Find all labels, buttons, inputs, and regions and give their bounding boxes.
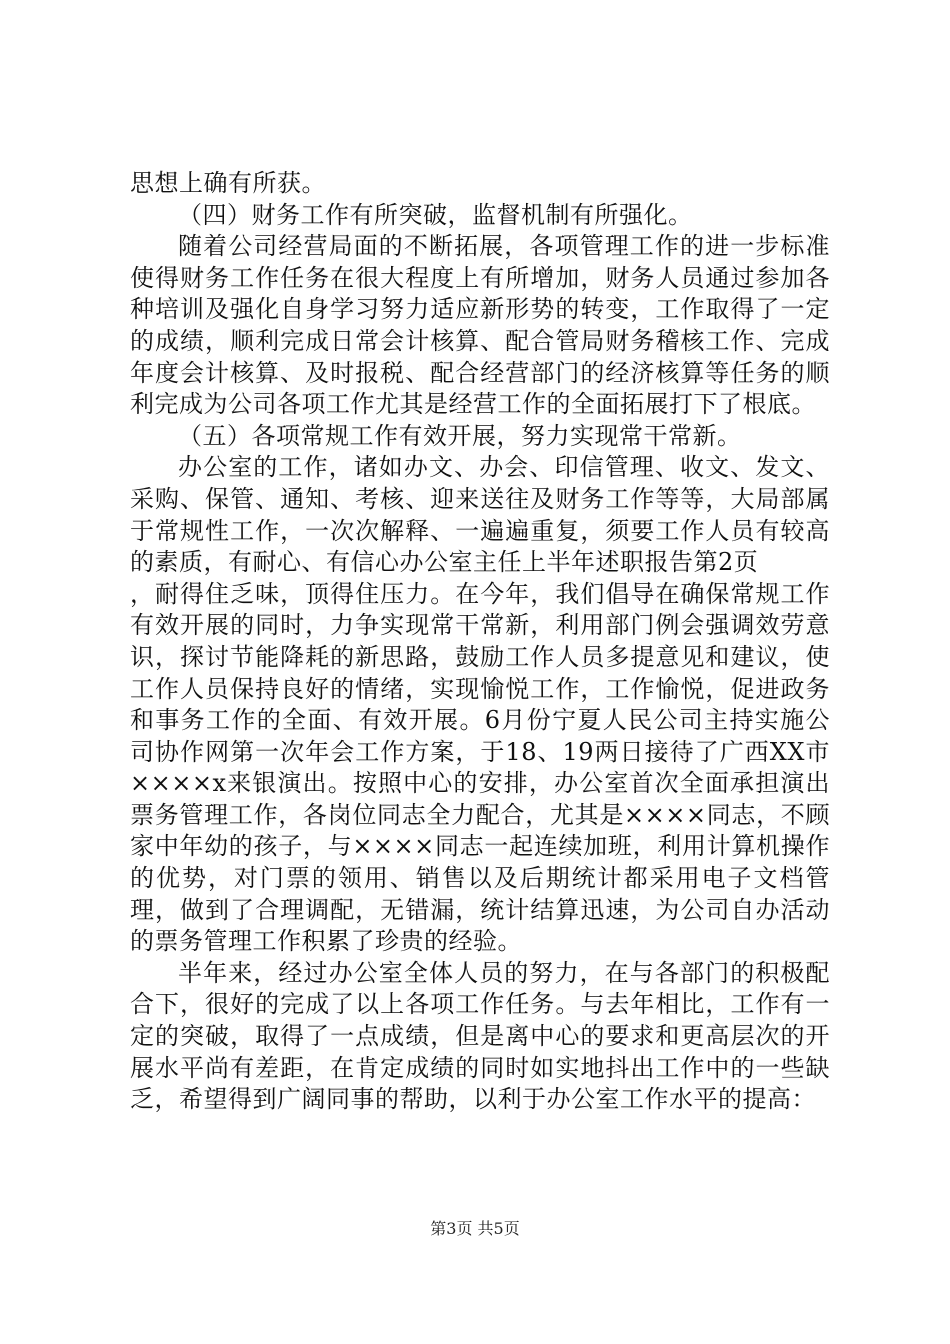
paragraph-5: 办公室的工作，诸如办文、办会、印信管理、收文、发文、采购、保管、通知、考核、迎来送往及财务工作等等，大局部属于常规性工作，一次次解释、一遍遍重复，须要工作人员有较高的素质，有耐心、有信心办公室主任上半年述职报告第2页: [130, 453, 830, 577]
paragraph-7: 半年来，经过办公室全体人员的努力，在与各部门的积极配合下，很好的完成了以上各项工作任务。与去年相比，工作有一定的突破，取得了一点成绩，但是离中心的要求和更高层次的开展水平尚有差距，在肯定成绩的同时如实地抖出工作中的一些缺乏，希望得到广阔同事的帮助，以利于办公室工作水平的提高：: [130, 958, 830, 1114]
paragraph-1: 思想上确有所获。: [130, 169, 326, 197]
document-body: [130, 168, 830, 1116]
paragraph-2: （四）财务工作有所突破，监督机制有所强化。: [178, 200, 693, 229]
paragraph-6: ，耐得住乏味，顶得住压力。在今年，我们倡导在确保常规工作有效开展的同时，力争实现常干常新，利用部门例会强调效劳意识，探讨节能降耗的新思路，鼓励工作人员多提意见和建议，使工作人员保持良好的情绪，实现愉悦工作，工作愉悦，促进政务和事务工作的全面、有效开展。6月份宁夏人民公司主持实施公司协作网第一次年会工作方案，于18、19两日接待了广西XX市××××x来银演出。按照中心的安排，办公室首次全面承担演出票务管理工作，各岗位同志全力配合，尤其是××××同志，不顾家中年幼的孩子，与××××同志一起连续加班，利用计算机操作的优势，对门票的领用、销售以及后期统计都采用电子文档管理，做到了合理调配，无错漏，统计结算迅速，为公司自办活动的票务管理工作积累了珍贵的经验。: [130, 579, 830, 956]
paragraph-3: 随着公司经营局面的不断拓展，各项管理工作的进一步标准使得财务工作任务在很大程度上有所增加，财务人员通过参加各种培训及强化自身学习努力适应新形势的转变，工作取得了一定的成绩，顺利完成日常会计核算、配合管局财务稽核工作、完成年度会计核算、及时报税、配合经营部门的经济核算等任务的顺利完成为公司各项工作尤其是经营工作的全面拓展打下了根底。: [130, 232, 830, 419]
paragraph-4: （五）各项常规工作有效开展，努力实现常干常新。: [178, 421, 742, 450]
page-footer: 第3页 共5页: [430, 1219, 520, 1238]
